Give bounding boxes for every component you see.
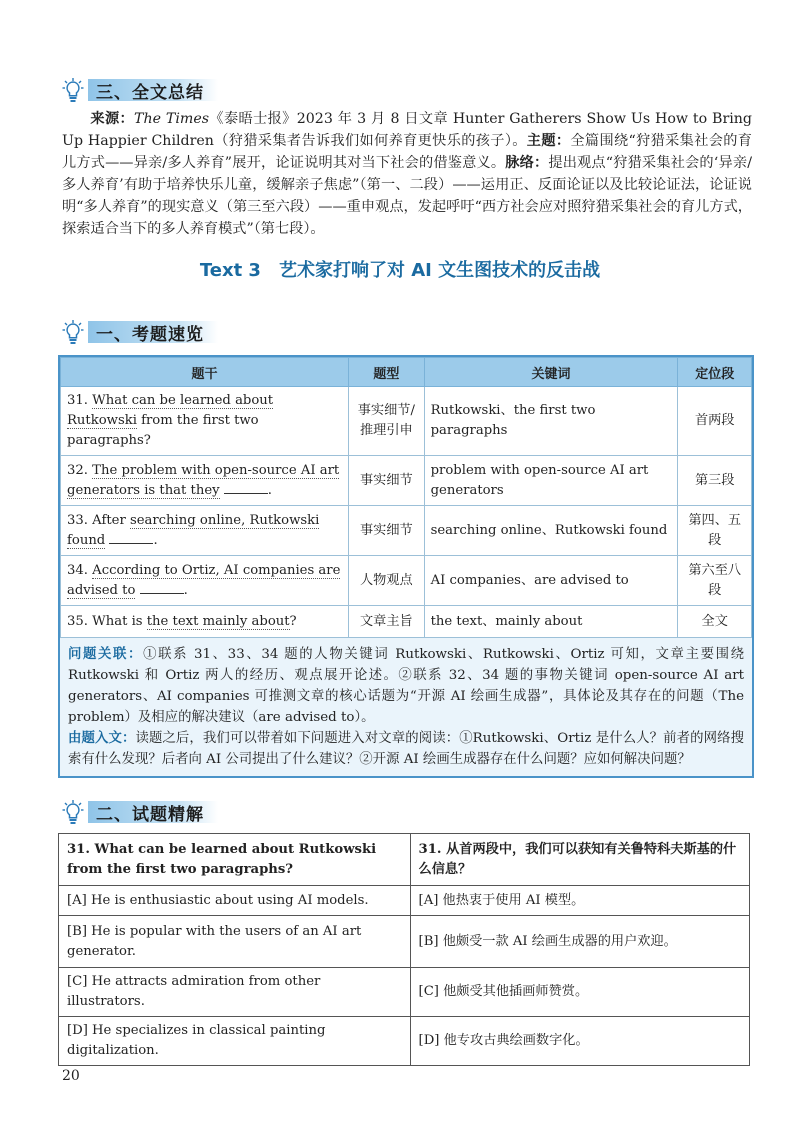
header-cell: 题干 — [61, 358, 349, 387]
keyword-cell: searching online、Rutkowski found — [424, 506, 678, 556]
question-cell: 34. According to Ortiz, AI companies are advised to . — [61, 556, 349, 606]
table-row — [61, 456, 752, 506]
option-zh: [B] 他颇受一款 AI 绘画生成器的用户欢迎。 — [410, 916, 749, 968]
option-en: [D] He specializes in classical painting digitalization. — [59, 1017, 411, 1066]
type-cell: 文章主旨 — [349, 606, 425, 638]
type-cell: 事实细节 — [349, 506, 425, 556]
lightbulb-icon — [62, 799, 84, 825]
theme-label: 主题： — [526, 133, 571, 149]
table-row — [59, 1017, 750, 1066]
source-publication: The Times — [134, 111, 210, 127]
keyword-cell: Rutkowski、the first two paragraphs — [424, 387, 678, 456]
source-text: 《泰晤士报》2023 年 3 月 8 日文章 Hunter Gatherers Show Us How to Bring Up Happier Children（狩猎采集者告诉我们如何养育更快乐的孩子）。 — [62, 111, 752, 149]
link-text: ①联系 31、33、34 题的人物关键词 Rutkowski、Rutkowski、Ortiz 可知，文章主要围绕 Rutkowski 和 Ortiz 两人的经历、观点展开论述。②联系 32、34 题的事物关键词 open-source AI art generators、AI companies 可推测文章的核心话题为“开源 AI 绘画生成器”，具体论及其存在的问题（The problem）及相应的解决建议（are advised to）。 — [68, 647, 744, 725]
option-zh: [C] 他颇受其他插画师赞赏。 — [410, 968, 749, 1017]
link-label: 问题关联： — [68, 647, 144, 662]
summary-paragraph — [62, 108, 752, 240]
type-cell: 事实细节 — [349, 456, 425, 506]
table-header-row — [61, 358, 752, 387]
quick-table — [60, 357, 752, 638]
table-row — [59, 886, 750, 916]
quick-overview-box — [58, 355, 754, 778]
source-label: 来源： — [90, 111, 135, 127]
enter-label: 由题入文： — [68, 731, 136, 746]
table-row — [59, 916, 750, 968]
option-en: [B] He is popular with the users of an AI art generator. — [59, 916, 411, 968]
section-header-detail — [62, 798, 218, 826]
header-cell: 题型 — [349, 358, 425, 387]
section-title: 三、全文总结 — [88, 79, 218, 101]
table-row — [61, 387, 752, 456]
section-header-quick — [62, 318, 218, 346]
type-cell: 人物观点 — [349, 556, 425, 606]
section-header-summary — [62, 76, 218, 104]
location-cell: 第四、五段 — [678, 506, 752, 556]
table-row — [61, 606, 752, 638]
table-row — [59, 968, 750, 1017]
text3-title: Text 3 艺术家打响了对 AI 文生图技术的反击战 — [199, 260, 601, 281]
section-title: 一、考题速览 — [88, 321, 218, 343]
enter-text: 读题之后，我们可以带着如下问题进入对文章的阅读：①Rutkowski、Ortiz 是什么人？前者的网络搜索有什么发现？后者向 AI 公司提出了什么建议？②开源 AI 绘画生成器存在什么问题？应如何解决问题？ — [68, 731, 744, 767]
answer-blank — [109, 531, 153, 544]
header-cell: 关键词 — [424, 358, 678, 387]
page-number: 20 — [62, 1068, 80, 1084]
question-cell: 32. The problem with open-source AI art generators is that they . — [61, 456, 349, 506]
option-zh: [D] 他专攻古典绘画数字化。 — [410, 1017, 749, 1066]
table-row — [59, 834, 750, 886]
type-cell: 事实细节/推理引申 — [349, 387, 425, 456]
answer-blank — [140, 581, 184, 594]
option-en: [C] He attracts admiration from other illustrators. — [59, 968, 411, 1017]
context-text: 提出观点“狩猎采集社会的‘异亲/多人养育’有助于培养快乐儿童，缓解亲子焦虑”（第一、二段）——运用正、反面论证以及比较论证法，论证说明“多人养育”的现实意义（第三至六段）——重申观点，发起呼吁“西方社会应对照狩猎采集社会的育儿方式，探索适合当下的多人养育模式”（第七段）。 — [62, 155, 752, 237]
location-cell: 第三段 — [678, 456, 752, 506]
theme-text: 全篇围绕“狩猎采集社会的育儿方式——异亲/多人养育”展开，论证说明其对当下社会的借鉴意义。 — [62, 133, 752, 171]
option-zh: [A] 他热衷于使用 AI 模型。 — [410, 886, 749, 916]
question-cell: 31. What can be learned about Rutkowski from the first two paragraphs? — [61, 387, 349, 456]
answer-blank — [224, 481, 268, 494]
location-cell: 全文 — [678, 606, 752, 638]
question-cell: 35. What is the text mainly about? — [61, 606, 349, 638]
lightbulb-icon — [62, 319, 84, 345]
keyword-cell: AI companies、are advised to — [424, 556, 678, 606]
location-cell: 首两段 — [678, 387, 752, 456]
keyword-cell: the text、mainly about — [424, 606, 678, 638]
notes-block — [60, 638, 752, 776]
lightbulb-icon — [62, 77, 84, 103]
question-31-table — [58, 833, 750, 1066]
location-cell: 第六至八段 — [678, 556, 752, 606]
header-cell: 定位段 — [678, 358, 752, 387]
table-row — [61, 556, 752, 606]
keyword-cell: problem with open-source AI art generators — [424, 456, 678, 506]
context-label: 脉络： — [505, 155, 549, 171]
question-zh: 31. 从首两段中，我们可以获知有关鲁特科夫斯基的什么信息？ — [410, 834, 749, 886]
question-cell: 33. After searching online, Rutkowski found . — [61, 506, 349, 556]
question-en: 31. What can be learned about Rutkowski from the first two paragraphs? — [59, 834, 411, 886]
option-en: [A] He is enthusiastic about using AI models. — [59, 886, 411, 916]
section-title: 二、试题精解 — [88, 801, 218, 823]
table-row — [61, 506, 752, 556]
